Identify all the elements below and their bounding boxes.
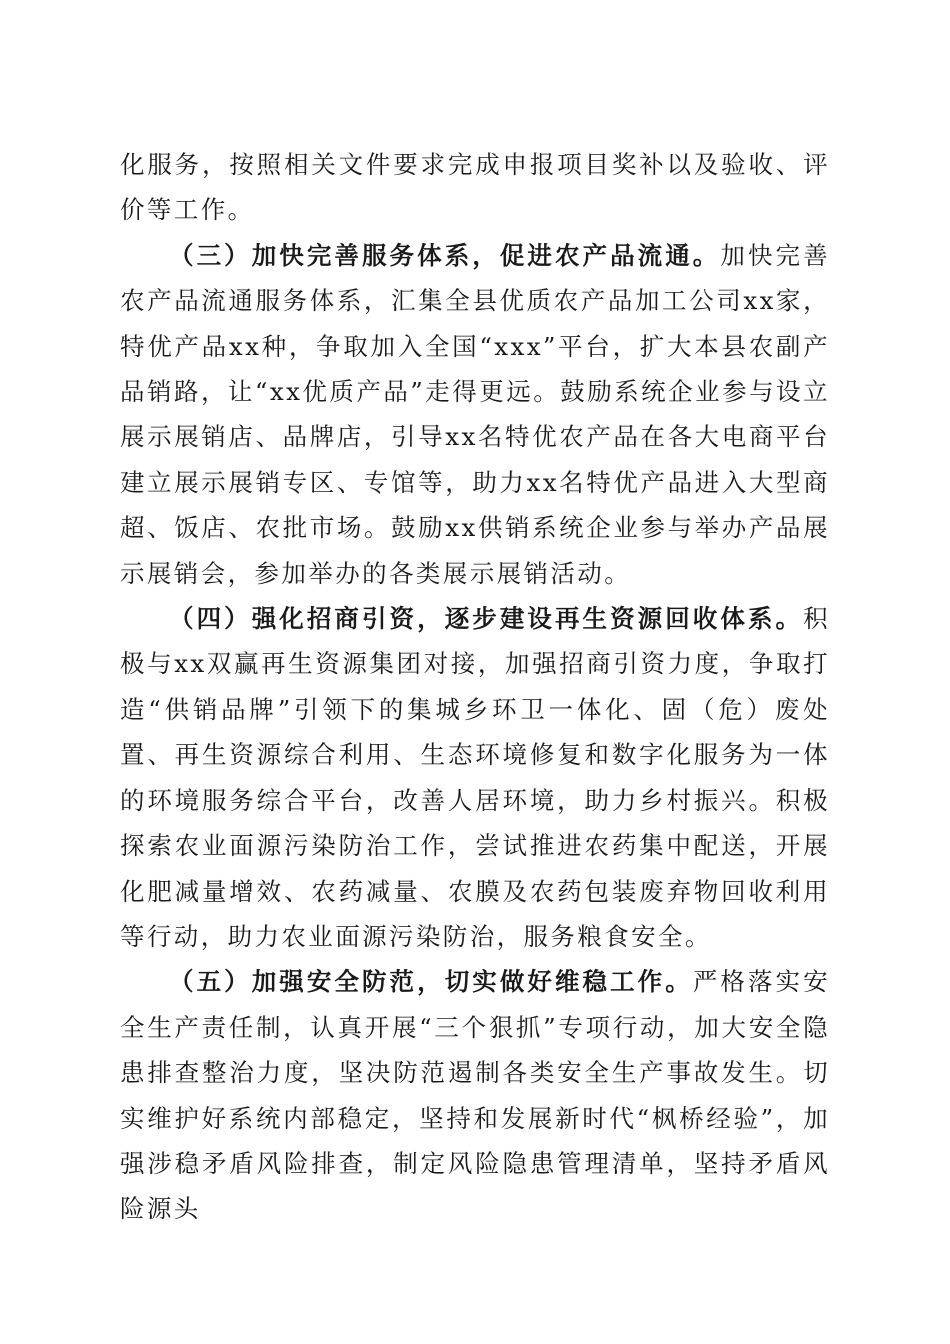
- paragraph-section-5: [120, 959, 830, 1231]
- paragraph-text: 加快完善农产品流通服务体系，汇集全县优质农产品加工公司xx家，特优产品xx种，争取加入全国“xxx”平台，扩大本县农副产品销路，让“xx优质产品”走得更远。鼓励系统企业参与设立展示展销店、品牌店，引导xx名特优农产品在各大电商平台建立展示展销专区、专馆等，助力xx名特优产品进入大型商超、饭店、农批市场。鼓励xx供销系统企业参与举办产品展示展销会，参加举办的各类展示展销活动。: [120, 240, 830, 588]
- section-heading-5: （五）加强安全防范，切实做好维稳工作。: [169, 967, 693, 997]
- section-heading-3: （三）加快完善服务体系，促进农产品流通。: [169, 240, 721, 270]
- paragraph-section-3: [120, 233, 830, 596]
- paragraph-section-4: [120, 596, 830, 959]
- paragraph-text: 严格落实安全生产责任制，认真开展“三个狠抓”专项行动，加大安全隐患排查整治力度，坚决防范遏制各类安全生产事故发生。切实维护好系统内部稳定，坚持和发展新时代“枫桥经验”，加强涉稳矛盾风险排查，制定风险隐患管理清单，坚持矛盾风险源头: [120, 967, 830, 1224]
- document-body: [120, 142, 830, 1232]
- paragraph-text: 化服务，按照相关文件要求完成申报项目奖补以及验收、评价等工作。: [120, 150, 830, 225]
- paragraph-text: 积极与xx双赢再生资源集团对接，加强招商引资力度，争取打造“供销品牌”引领下的集城乡环卫一体化、固（危）废处置、再生资源综合利用、生态环境修复和数字化服务为一体的环境服务综合平台，改善人居环境，助力乡村振兴。积极探索农业面源污染防治工作，尝试推进农药集中配送，开展化肥减量增效、农药减量、农膜及农药包装废弃物回收利用等行动，助力农业面源污染防治，服务粮食安全。: [120, 604, 830, 951]
- paragraph-continuation: [120, 142, 830, 233]
- section-heading-4: （四）强化招商引资，逐步建设再生资源回收体系。: [169, 604, 804, 634]
